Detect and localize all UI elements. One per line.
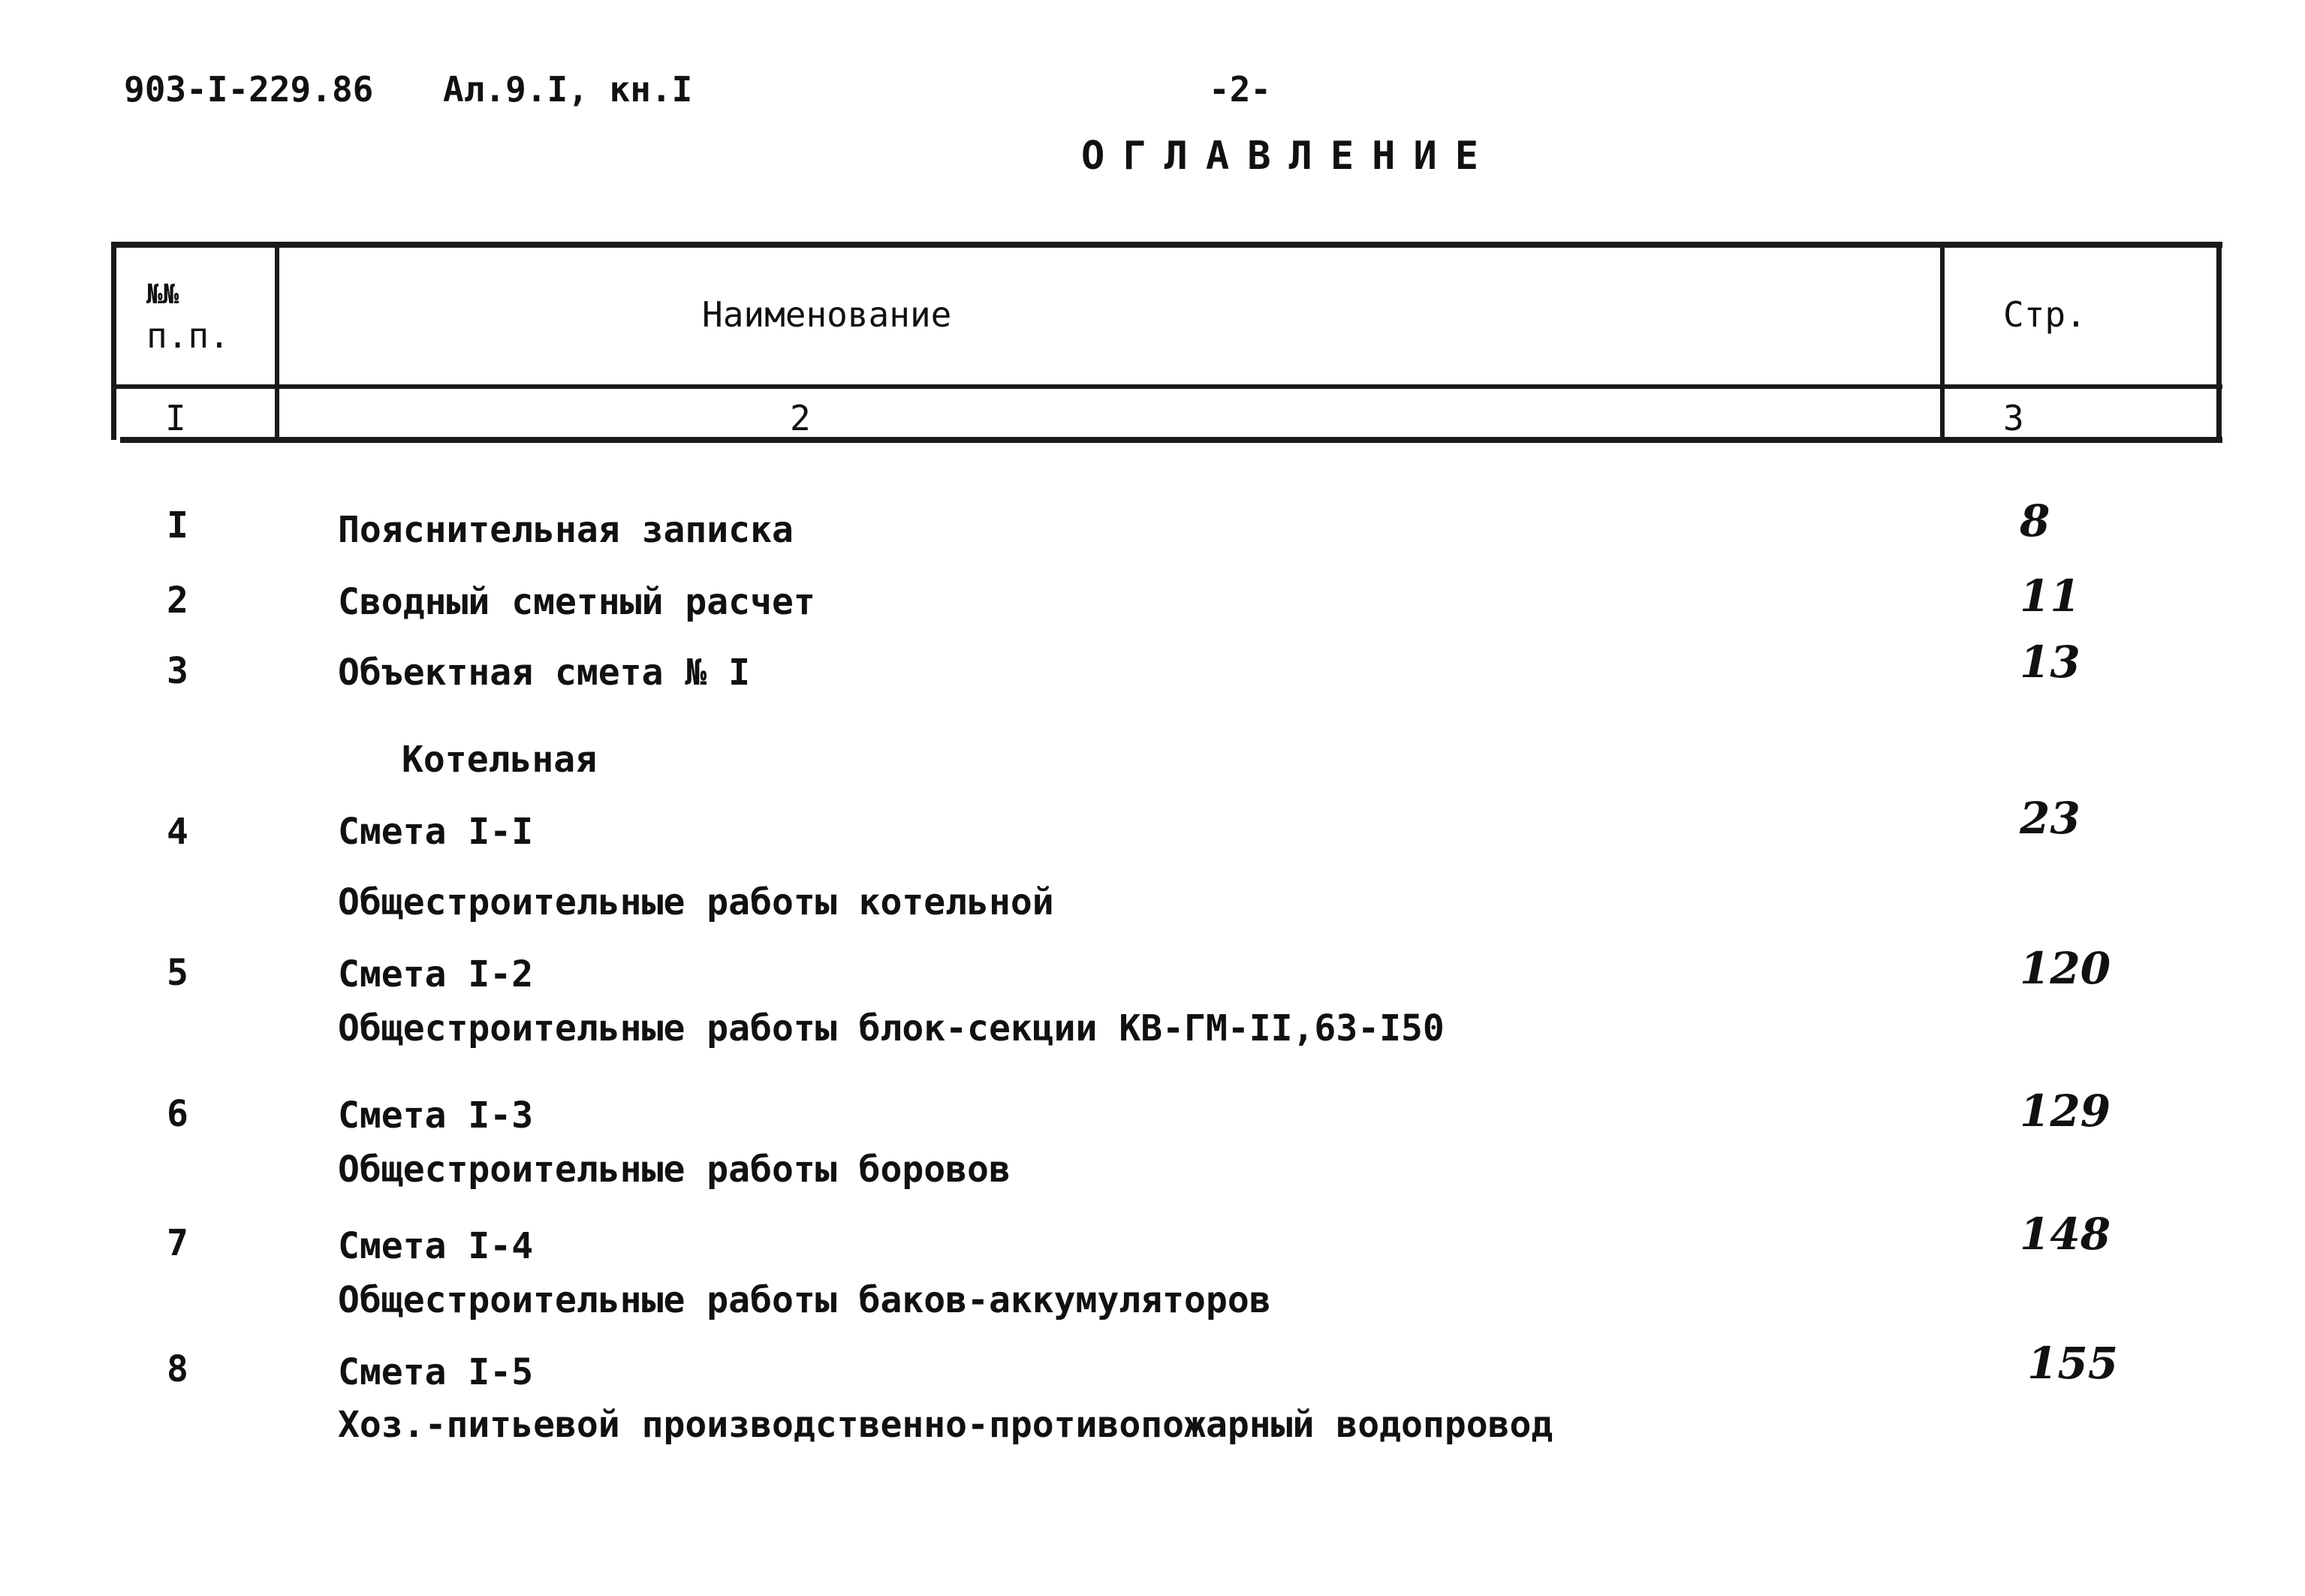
page-title: ОГЛАВЛЕНИЕ [1081, 134, 1497, 179]
entry-page: 23 [2020, 793, 2081, 844]
table-bottom-rule [120, 437, 2222, 443]
column-divider-2 [1940, 248, 1945, 440]
entry-page: 148 [2020, 1209, 2111, 1260]
col-page-header: Стр. [2003, 294, 2087, 335]
col-num-index: I [165, 398, 186, 438]
entry-title: Смета I-5 [338, 1351, 534, 1393]
col-name-header: Наименование [702, 294, 952, 335]
entry-title: Смета I-3 [338, 1095, 534, 1137]
entry-number: 2 [167, 580, 188, 622]
table-top-rule [113, 242, 2222, 248]
entry-subtitle: Хоз.-питьевой производственно-противопожарный водопровод [338, 1404, 1553, 1446]
col-num-header-line2: п.п. [146, 315, 230, 356]
entry-page: 120 [2020, 943, 2111, 994]
table-left-rule [111, 242, 116, 440]
entry-page: 155 [2027, 1338, 2119, 1389]
entry-page: 8 [2020, 495, 2050, 547]
entry-title: Объектная смета № I [338, 652, 751, 694]
entry-subtitle: Общестроительные работы боровов [338, 1149, 1011, 1191]
entry-page: 129 [2020, 1086, 2111, 1137]
album-reference: Ал.9.I, кн.I [443, 69, 693, 110]
col-name-index: 2 [790, 398, 811, 438]
table-middle-rule [113, 384, 2222, 389]
entry-page: 13 [2020, 637, 2081, 688]
entry-title: Смета I-4 [338, 1225, 534, 1267]
section-heading: Котельная [402, 739, 598, 781]
document-code: 903-I-229.86 [124, 69, 374, 110]
table-right-rule [2216, 242, 2222, 440]
entry-title: Смета I-2 [338, 953, 534, 995]
entry-number: 3 [167, 650, 188, 692]
col-page-index: 3 [2003, 398, 2024, 438]
entry-page: 11 [2020, 571, 2081, 622]
entry-subtitle: Общестроительные работы котельной [338, 881, 1054, 923]
column-divider-1 [275, 242, 279, 440]
entry-title: Пояснительная записка [338, 509, 794, 551]
entry-number: 6 [167, 1093, 188, 1135]
entry-subtitle: Общестроительные работы блок-секции КВ-ГМ-II,63-I50 [338, 1007, 1445, 1049]
entry-number: 8 [167, 1348, 188, 1390]
entry-subtitle: Общестроительные работы баков-аккумуляторов [338, 1279, 1271, 1321]
entry-title: Сводный сметный расчет [338, 581, 815, 623]
col-num-header-line1: №№ [146, 279, 179, 310]
entry-number: 5 [167, 952, 188, 994]
page-number: -2- [1209, 69, 1272, 110]
entry-number: 7 [167, 1222, 188, 1264]
entry-title: Смета I-I [338, 811, 534, 853]
entry-number: I [167, 504, 188, 547]
entry-number: 4 [167, 811, 188, 853]
